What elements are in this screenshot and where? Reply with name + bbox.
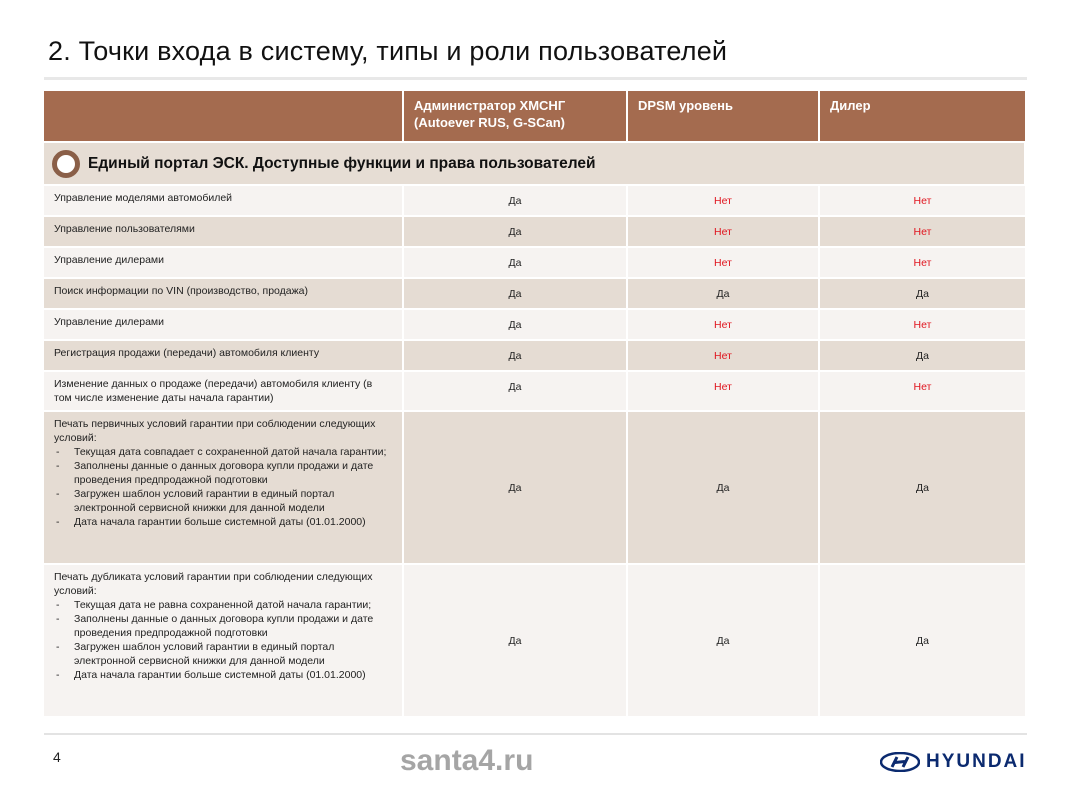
logo-text: HYUNDAI	[926, 751, 1027, 772]
condition-list	[54, 598, 392, 682]
table-row	[44, 310, 1024, 339]
row-label-text: Управление дилерами	[54, 316, 165, 328]
cell-dealer: Да	[820, 341, 1025, 370]
page-number: 4	[53, 749, 61, 765]
row-label	[44, 186, 402, 215]
header-empty	[44, 91, 402, 141]
header-dpsm: DPSM уровень	[628, 91, 818, 141]
row-label	[44, 565, 402, 716]
cell-dpsm: Нет	[628, 248, 818, 277]
page-title: 2. Точки входа в систему, типы и роли пользователей	[48, 36, 728, 66]
table-row	[44, 279, 1024, 308]
condition-list	[54, 445, 392, 529]
table-row	[44, 248, 1024, 277]
row-label-text: Изменение данных о продаже (передачи) автомобиля клиенту (в том числе изменение даты начала гарантии)	[54, 378, 373, 404]
cell-dpsm: Нет	[628, 217, 818, 246]
condition-item: - Заполнены данные о данных договора купли продажи и дате проведения предпродажной подготовки	[54, 612, 392, 640]
cell-admin: Да	[404, 341, 626, 370]
row-label	[44, 248, 402, 277]
header-admin-line2: (Autoever RUS, G-SCan)	[414, 115, 565, 130]
cell-admin: Да	[404, 248, 626, 277]
cell-dealer: Нет	[820, 217, 1025, 246]
row-label	[44, 372, 402, 410]
cell-dpsm: Нет	[628, 341, 818, 370]
divider	[44, 77, 1027, 80]
cell-dealer: Нет	[820, 310, 1025, 339]
header-admin	[404, 91, 626, 141]
cell-dpsm: Нет	[628, 186, 818, 215]
table-row	[44, 565, 1024, 716]
cell-dpsm: Да	[628, 412, 818, 563]
table-row	[44, 412, 1024, 563]
condition-item: - Текущая дата не равна сохраненной датой начала гарантии;	[54, 598, 392, 612]
header-dealer: Дилер	[820, 91, 1025, 141]
cell-dealer: Нет	[820, 372, 1025, 410]
circle-bullet-icon	[52, 150, 80, 178]
condition-item: - Заполнены данные о данных договора купли продажи и дате проведения предпродажной подготовки	[54, 459, 392, 487]
cell-dpsm: Да	[628, 565, 818, 716]
row-label-text: Поиск информации по VIN (производство, продажа)	[54, 285, 308, 297]
cell-dealer: Да	[820, 412, 1025, 563]
row-label-text: Управление моделями автомобилей	[54, 192, 233, 204]
condition-item: - Дата начала гарантии больше системной даты (01.01.2000)	[54, 515, 392, 529]
row-label	[44, 341, 402, 370]
row-label-text: Управление пользователями	[54, 223, 195, 235]
permissions-table	[44, 91, 1024, 718]
section-title: Единый портал ЭСК. Доступные функции и права пользователей	[88, 154, 596, 172]
hyundai-logo	[880, 751, 1027, 773]
cell-admin: Да	[404, 279, 626, 308]
cell-dealer: Да	[820, 279, 1025, 308]
cell-admin: Да	[404, 217, 626, 246]
cell-admin: Да	[404, 412, 626, 563]
cell-admin: Да	[404, 186, 626, 215]
condition-item: - Загружен шаблон условий гарантии в единый портал электронной сервисной книжки для данной модели	[54, 487, 392, 515]
row-label	[44, 279, 402, 308]
condition-item: - Дата начала гарантии больше системной даты (01.01.2000)	[54, 668, 392, 682]
table-row	[44, 217, 1024, 246]
cell-dpsm: Нет	[628, 372, 818, 410]
row-label	[44, 217, 402, 246]
hyundai-emblem-icon	[880, 752, 920, 772]
cell-admin: Да	[404, 310, 626, 339]
row-label-text: Печать первичных условий гарантии при соблюдении следующих условий:	[54, 418, 376, 444]
table-row	[44, 186, 1024, 215]
table-row	[44, 341, 1024, 370]
cell-dpsm: Да	[628, 279, 818, 308]
section-header	[44, 143, 1024, 184]
cell-dealer: Да	[820, 565, 1025, 716]
condition-item: - Текущая дата совпадает с сохраненной датой начала гарантии;	[54, 445, 392, 459]
cell-admin: Да	[404, 372, 626, 410]
table-header	[44, 91, 1024, 141]
header-admin-line1: Администратор ХМСНГ	[414, 98, 566, 113]
table-body	[44, 186, 1024, 716]
cell-dealer: Нет	[820, 248, 1025, 277]
row-label-text: Управление дилерами	[54, 254, 165, 266]
table-row	[44, 372, 1024, 410]
cell-admin: Да	[404, 565, 626, 716]
row-label-text: Регистрация продажи (передачи) автомобиля клиенту	[54, 347, 320, 359]
cell-dealer: Нет	[820, 186, 1025, 215]
divider	[44, 733, 1027, 735]
condition-item: - Загружен шаблон условий гарантии в единый портал электронной сервисной книжки для данной модели	[54, 640, 392, 668]
row-label	[44, 310, 402, 339]
row-label-text: Печать дубликата условий гарантии при соблюдении следующих условий:	[54, 571, 373, 597]
cell-dpsm: Нет	[628, 310, 818, 339]
watermark: santa4.ru	[400, 744, 534, 777]
row-label	[44, 412, 402, 563]
